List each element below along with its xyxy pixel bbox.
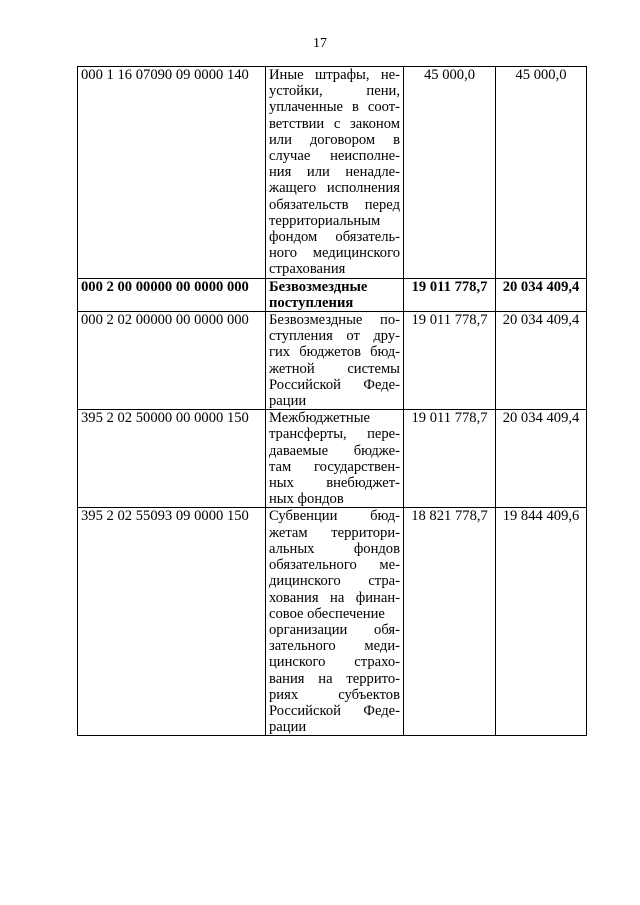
name-line: Российской Феде- (269, 376, 400, 393)
page-number: 17 (313, 36, 327, 51)
name-line: ступления от дру- (269, 328, 400, 345)
budget-table (77, 66, 587, 736)
item-name-cell (266, 312, 404, 410)
name-line: риях субъектов (269, 686, 400, 703)
name-line: случае неисполне- (269, 148, 400, 165)
value-2020-cell: 19 011 778,7 (404, 278, 496, 311)
name-line: обязательств перед (269, 196, 400, 213)
value-2021-cell: 20 034 409,4 (496, 410, 587, 508)
table-row (78, 312, 587, 410)
name-line: устойки, пени, (269, 83, 400, 100)
name-line: организации обя- (269, 621, 400, 638)
name-line: обязательного ме- (269, 557, 400, 574)
name-line: вания на террито- (269, 670, 400, 687)
name-line: альных фондов (269, 540, 400, 557)
item-name-cell (266, 508, 404, 736)
name-line: рации (269, 719, 307, 736)
name-line: ных фондов (269, 491, 344, 508)
value-2021-cell: 19 844 409,6 (496, 508, 587, 736)
value-2020-cell: 19 011 778,7 (404, 312, 496, 410)
name-line: даваемые бюдже- (269, 442, 400, 459)
name-line: ного медицинского (269, 245, 400, 262)
budget-code-cell: 000 1 16 07090 09 0000 140 (78, 67, 266, 279)
table-body (78, 67, 587, 736)
table-row (78, 508, 587, 736)
name-line: или договором в (269, 131, 400, 148)
name-line: дицинского стра- (269, 573, 400, 590)
item-name-cell (266, 410, 404, 508)
name-line: Безвозмездные по- (269, 312, 400, 329)
budget-code-cell: 395 2 02 55093 09 0000 150 (78, 508, 266, 736)
name-line: ных внебюджет- (269, 475, 400, 492)
budget-code-cell: 000 2 02 00000 00 0000 000 (78, 312, 266, 410)
item-name-cell (266, 67, 404, 279)
name-line: цинского страхо- (269, 654, 400, 671)
name-line: совое обеспечение (269, 605, 385, 622)
name-line: Иные штрафы, не- (269, 67, 400, 83)
name-line: жащего исполнения (269, 180, 400, 197)
name-line: хования на финан- (269, 589, 400, 606)
item-name-cell (266, 278, 404, 311)
name-line: ветствии с законом (269, 115, 400, 132)
table-row (78, 67, 587, 279)
value-2021-cell: 20 034 409,4 (496, 312, 587, 410)
value-2020-cell: 19 011 778,7 (404, 410, 496, 508)
table-row (78, 278, 587, 311)
name-line: Субвенции бюд- (269, 508, 400, 525)
name-line: жетной системы (269, 360, 400, 377)
name-line: зательного меди- (269, 638, 400, 655)
value-2021-cell: 20 034 409,4 (496, 278, 587, 311)
name-line: уплаченные в соот- (269, 99, 400, 116)
budget-code-cell: 000 2 00 00000 00 0000 000 (78, 278, 266, 311)
name-line: гих бюджетов бюд- (269, 344, 400, 361)
value-2021-cell: 45 000,0 (496, 67, 587, 279)
name-line: ния или ненадле- (269, 164, 400, 181)
name-line: Безвозмездные (269, 278, 368, 295)
name-line: Межбюджетные (269, 410, 371, 427)
name-line: страхования (269, 261, 346, 278)
name-line: территориальным (269, 212, 381, 229)
value-2020-cell: 45 000,0 (404, 67, 496, 279)
budget-code-cell: 395 2 02 50000 00 0000 150 (78, 410, 266, 508)
name-line: фондом обязатель- (269, 229, 400, 246)
name-line: там государствен- (269, 458, 400, 475)
value-2020-cell: 18 821 778,7 (404, 508, 496, 736)
name-line: трансферты, пере- (269, 426, 400, 443)
name-line: поступления (269, 294, 354, 311)
name-line: жетам территори- (269, 524, 400, 541)
name-line: Российской Феде- (269, 702, 400, 719)
name-line: рации (269, 393, 307, 410)
table-row (78, 410, 587, 508)
